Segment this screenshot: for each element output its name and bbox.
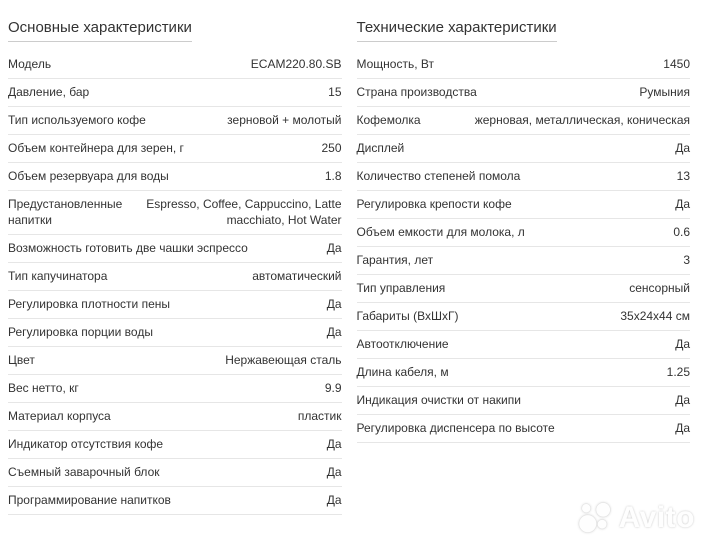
spec-value: Да [675,197,690,211]
spec-value: 1450 [663,57,690,71]
spec-label: Габариты (ВхШхГ) [356,309,459,323]
spec-label: Давление, бар [8,85,90,99]
spec-row [8,431,342,459]
spec-value: Да [675,393,690,407]
section-title [357,19,691,42]
avito-circles-icon [578,499,615,536]
spec-label: Предустановленные напитки [8,197,123,227]
spec-value: 1.8 [324,169,342,183]
spec-row [8,375,342,403]
spec-row [357,163,691,191]
spec-value: Да [675,421,690,435]
spec-label: Модель [8,57,52,71]
spec-row [8,107,342,135]
spec-value: 13 [676,169,690,183]
spec-row [8,79,342,107]
spec-value: 35x24x44 см [620,309,690,323]
spec-value: пластик [297,409,342,423]
spec-label: Страна производства [356,85,477,99]
spec-label: Дисплей [356,141,405,155]
section-title-text: Технические характеристики [357,19,557,42]
spec-row [8,163,342,191]
spec-value: Да [326,437,342,451]
spec-value: 15 [328,85,342,99]
spec-value: Да [326,493,342,507]
spec-value: сенсорный [629,281,690,295]
spec-row [357,107,691,135]
spec-value: Нержавеющая сталь [225,353,342,367]
spec-rows [357,51,691,443]
spec-label: Цвет [8,353,35,367]
spec-row [8,347,342,375]
spec-value: 1.25 [666,365,690,379]
spec-value: Да [326,297,342,311]
spec-value: 0.6 [673,225,690,239]
spec-label: Индикатор отсутствия кофе [8,437,164,451]
spec-row [357,247,691,275]
spec-value: ECAM220.80.SB [250,57,342,71]
avito-watermark-text: Avito [618,500,695,534]
spec-label: Объем контейнера для зерен, г [8,141,184,155]
spec-label: Съемный заварочный блок [8,465,160,479]
spec-row [357,219,691,247]
spec-label: Программирование напитков [8,493,171,507]
section-main-characteristics [8,19,342,515]
spec-label: Тип капучинатора [8,269,108,283]
spec-row [8,487,342,515]
spec-label: Мощность, Вт [356,57,434,71]
spec-label: Регулировка крепости кофе [356,197,512,211]
spec-row [357,387,691,415]
spec-value: Да [675,337,690,351]
section-technical-characteristics [357,19,691,515]
spec-row [8,319,342,347]
spec-label: Объем резервуара для воды [8,169,169,183]
spec-row [357,135,691,163]
spec-row [357,51,691,79]
section-title [8,19,342,42]
spec-label: Кофемолка [356,113,421,127]
spec-row [357,415,691,443]
spec-row [357,359,691,387]
spec-value: зерновой + молотый [227,113,342,127]
spec-row [8,135,342,163]
spec-row [8,51,342,79]
spec-label: Автоотключение [356,337,449,351]
spec-row [357,79,691,107]
spec-label: Возможность готовить две чашки эспрессо [8,241,248,255]
spec-row [357,331,691,359]
spec-row [8,235,342,263]
spec-label: Тип управления [356,281,446,295]
spec-row [357,191,691,219]
spec-value: 3 [683,253,690,267]
spec-label: Объем емкости для молока, л [356,225,525,239]
spec-row [8,291,342,319]
spec-value: жерновая, металлическая, коническая [474,113,690,127]
spec-label: Индикация очистки от накипи [356,393,521,407]
spec-rows [8,51,342,515]
spec-label: Тип используемого кофе [8,113,146,127]
spec-value: 9.9 [324,381,342,395]
spec-row [8,403,342,431]
spec-value: Да [326,325,342,339]
spec-value: Espresso, Coffee, Cappuccino, Latte macchiato, Hot Water [146,197,342,227]
spec-row [357,303,691,331]
spec-label: Гарантия, лет [356,253,434,267]
spec-label: Регулировка плотности пены [8,297,171,311]
spec-value: Румыния [639,85,690,99]
spec-label: Вес нетто, кг [8,381,79,395]
spec-row [8,263,342,291]
spec-row [8,191,342,235]
spec-label: Регулировка порции воды [8,325,153,339]
spec-value: 250 [321,141,342,155]
spec-label: Длина кабеля, м [356,365,449,379]
spec-row [357,275,691,303]
spec-value: автоматический [252,269,342,283]
spec-label: Материал корпуса [8,409,111,423]
avito-watermark [578,499,695,536]
spec-value: Да [326,465,342,479]
section-title-text: Основные характеристики [8,19,192,42]
spec-label: Регулировка диспенсера по высоте [356,421,555,435]
spec-label: Количество степеней помола [356,169,521,183]
spec-value: Да [326,241,342,255]
spec-row [8,459,342,487]
spec-value: Да [675,141,690,155]
